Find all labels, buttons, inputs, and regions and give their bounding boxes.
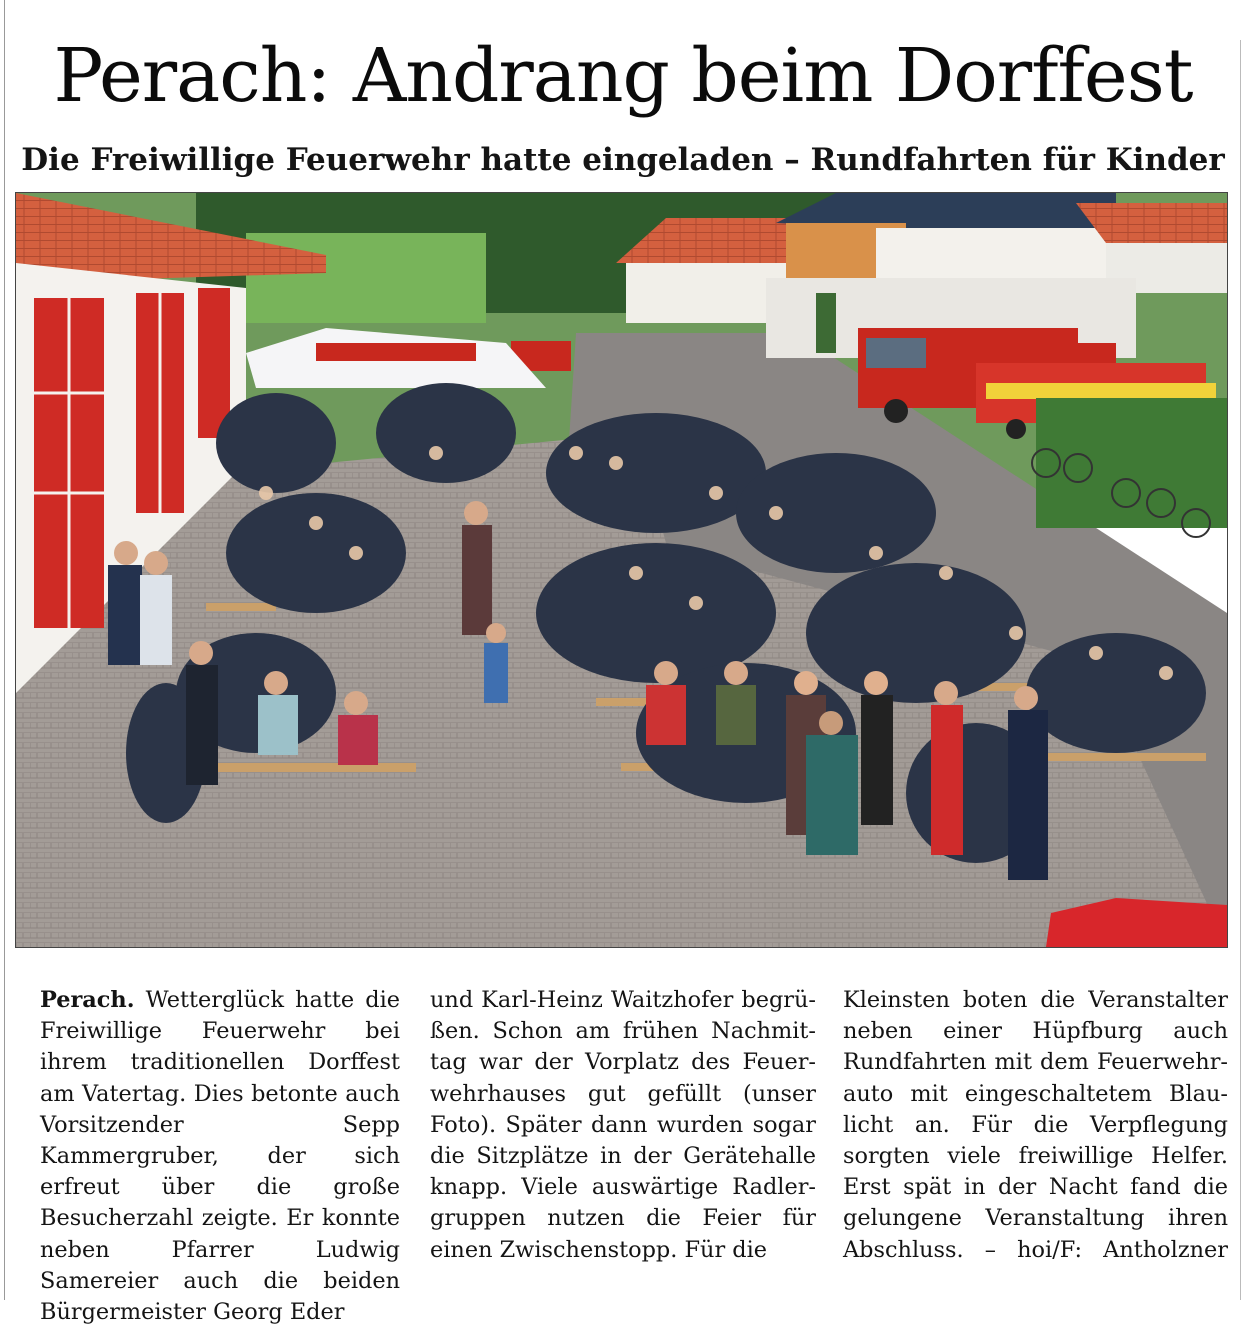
article-column-3 — [843, 985, 1228, 1266]
subheadline: Die Freiwillige Feuerwehr hatte eingeladen – Rundfahrten für Kinder — [21, 142, 1225, 178]
article-column-2 — [430, 985, 816, 1266]
news-photo — [15, 192, 1228, 948]
article-column-1 — [40, 985, 400, 1328]
headline: Perach: Andrang beim Dorffest — [53, 33, 1193, 119]
column-3-text: Kleinsten boten die Veranstalter neben einer Hüpfburg auch Rundfahrten mit dem Feuerwehrauto mit eingeschaltetem Blaulicht an. Für die Verpflegung sorgten viele freiwillige Helfer. Erst spät in der Nacht fand die gelungene Veranstaltung ihren Abschluss. — [843, 987, 1228, 1263]
column-2-text: und Karl-Heinz Waitzhofer begrüßen. Schon am frühen Nachmittag war der Vorplatz des Feuerwehrhauses gut gefüllt (unser Foto). Später dann wurden sogar die Sitzplätze in der Gerätehalle knapp. Viele auswärtige Radlergruppen nutzen die Feier für einen Zwischenstopp. Für die — [430, 987, 816, 1263]
article-body — [0, 985, 1246, 1326]
photo-credit: – hoi/F: Antholzner — [984, 1236, 1228, 1263]
dateline: Perach. — [40, 987, 135, 1013]
column-1-text: Wetterglück hatte die Freiwillige Feuerwehr bei ihrem traditionellen Dorffest am Vatertag. Dies betonte auch Vorsitzender Sepp Kammergruber, der sich erfreut über die große Besucherzahl zeigte. Er konnte neben Pfarrer Ludwig Samereier auch die beiden Bürgermeister Georg Eder — [40, 987, 400, 1326]
village-festival-photo-illustration — [16, 193, 1227, 947]
